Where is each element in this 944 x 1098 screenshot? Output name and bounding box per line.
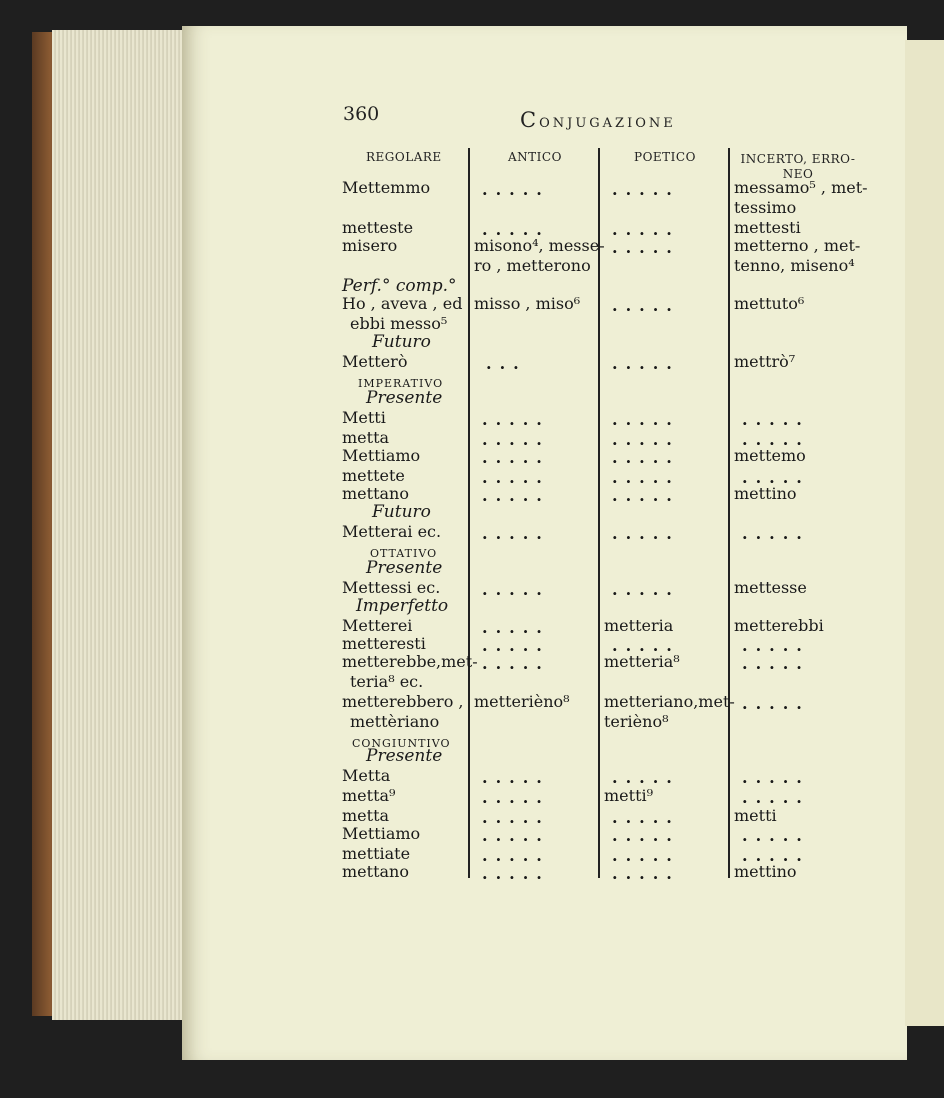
- cell-regolare-line: metta⁹: [342, 786, 396, 805]
- dots-poetico: .....: [612, 768, 680, 787]
- cell-poetico-line: terièno⁸: [604, 712, 669, 731]
- cell-regolare: [342, 806, 389, 826]
- cell-incerto-line: mettesse: [734, 578, 807, 597]
- tense-heading: [356, 596, 448, 616]
- dots-poetico: .....: [612, 580, 680, 599]
- cell-regolare: [342, 692, 464, 732]
- dots-poetico: .....: [612, 238, 680, 257]
- cell-poetico-line: metti⁹: [604, 786, 654, 805]
- dots-antico: .....: [482, 468, 550, 487]
- tense-heading-line: Imperfetto: [356, 596, 449, 616]
- cell-incerto: [734, 294, 804, 314]
- page-stack-edge: [52, 30, 184, 1020]
- cell-incerto: [734, 862, 797, 882]
- dots-antico: .....: [482, 580, 550, 599]
- cell-regolare-line: Mettiamo: [342, 824, 421, 843]
- column-header-regolare: REGOLARE: [366, 150, 442, 164]
- dots-poetico: .....: [612, 846, 680, 865]
- cell-regolare-line: Metta: [342, 766, 391, 785]
- cell-poetico-line: metteriano,met-: [604, 692, 735, 711]
- cell-regolare-line: metta: [342, 806, 390, 825]
- tense-heading-line: Presente: [366, 558, 443, 578]
- cell-regolare-line: metterebbero ,: [342, 692, 464, 711]
- cell-incerto: [734, 484, 797, 504]
- cell-regolare-line: mettano: [342, 484, 409, 503]
- cell-regolare-line: mettano: [342, 862, 409, 881]
- dots-poetico: .....: [612, 524, 680, 543]
- dots-antico: .....: [482, 826, 550, 845]
- tense-heading-line: Presente: [366, 388, 443, 408]
- cell-incerto-line: metterebbi: [734, 616, 824, 635]
- dots-poetico: .....: [612, 486, 680, 505]
- column-divider: [468, 148, 470, 878]
- cell-regolare-line: mettiate: [342, 844, 411, 863]
- cell-incerto: [734, 352, 795, 372]
- cell-regolare: [342, 652, 478, 692]
- cell-regolare-line: teria⁸ ec.: [350, 672, 424, 691]
- dots-antico: ...: [486, 354, 527, 373]
- dots-poetico: .....: [612, 220, 680, 239]
- cell-regolare: [342, 236, 397, 256]
- dots-poetico: .....: [612, 296, 680, 315]
- dots-incerto: .....: [742, 788, 810, 807]
- dots-incerto: .....: [742, 768, 810, 787]
- cell-incerto: [734, 236, 860, 276]
- dots-poetico: .....: [612, 864, 680, 883]
- tense-heading: [366, 388, 442, 408]
- cell-regolare: [342, 466, 405, 486]
- dots-incerto: .....: [742, 826, 810, 845]
- cell-regolare-line: Metterai ec.: [342, 522, 442, 541]
- tense-heading: [372, 502, 431, 522]
- dots-antico: .....: [482, 636, 550, 655]
- cell-regolare-line: metterebbe,met-: [342, 652, 478, 671]
- cell-antico-line: misso , miso⁶: [474, 294, 581, 313]
- column-header-antico: ANTICO: [508, 150, 562, 164]
- cell-antico-line: metterièno⁸: [474, 692, 570, 711]
- cell-regolare: [342, 766, 390, 786]
- cell-regolare-line: metta: [342, 428, 390, 447]
- dots-poetico: .....: [612, 180, 680, 199]
- dots-poetico: .....: [612, 448, 680, 467]
- cell-regolare-line: metteste: [342, 218, 414, 237]
- cell-incerto-line: mettino: [734, 862, 797, 881]
- facing-page-edge: [905, 40, 944, 1026]
- tense-heading: [372, 332, 431, 352]
- dots-poetico: .....: [612, 826, 680, 845]
- dots-antico: .....: [482, 808, 550, 827]
- tense-heading: [342, 276, 457, 296]
- dots-antico: .....: [482, 410, 550, 429]
- cell-incerto: [734, 578, 807, 598]
- cell-regolare-line: mettèriano: [350, 712, 440, 731]
- cell-regolare: [342, 634, 426, 654]
- section-heading-line: IMPERATIVO: [358, 377, 444, 390]
- cell-regolare: [342, 786, 395, 806]
- cell-incerto-line: mettuto⁶: [734, 294, 805, 313]
- cell-poetico-line: metteria: [604, 616, 674, 635]
- cell-poetico: [604, 786, 653, 806]
- dots-incerto: .....: [742, 524, 810, 543]
- dots-antico: .....: [482, 430, 550, 449]
- dots-antico: .....: [482, 618, 550, 637]
- tense-heading-line: Futuro: [372, 502, 431, 522]
- cell-incerto-line: tessimo: [734, 198, 797, 217]
- cell-antico-line: ro , metterono: [474, 256, 591, 275]
- cell-poetico: [604, 652, 680, 672]
- cell-incerto-line: mettesti: [734, 218, 801, 237]
- cell-antico: [474, 236, 605, 276]
- cell-regolare: [342, 352, 407, 372]
- tense-heading-line: Futuro: [372, 332, 431, 352]
- cell-incerto-line: metterno , met-: [734, 236, 861, 255]
- cell-regolare: [342, 824, 420, 844]
- cell-poetico: [604, 692, 735, 732]
- dots-antico: .....: [482, 654, 550, 673]
- page-number: 360: [343, 103, 380, 125]
- dots-poetico: .....: [612, 468, 680, 487]
- dots-antico: .....: [482, 180, 550, 199]
- section-heading-line: OTTATIVO: [370, 547, 438, 560]
- cell-regolare: [342, 616, 412, 636]
- tense-heading-line: Perf.° comp.°: [342, 276, 457, 296]
- cell-incerto-line: tenno, miseno⁴: [734, 256, 855, 275]
- cell-regolare: [342, 862, 409, 882]
- cell-regolare-line: Metterei: [342, 616, 413, 635]
- dots-incerto: .....: [742, 654, 810, 673]
- cell-incerto: [734, 806, 777, 826]
- cell-regolare: [342, 294, 462, 334]
- dots-antico: .....: [482, 768, 550, 787]
- dots-poetico: .....: [612, 430, 680, 449]
- cell-incerto: [734, 616, 824, 636]
- cell-regolare-line: ebbi messo⁵: [350, 314, 448, 333]
- cell-regolare-line: Ho , aveva , ed: [342, 294, 463, 313]
- cell-regolare: [342, 522, 441, 542]
- cell-incerto-line: mettino: [734, 484, 797, 503]
- dots-antico: .....: [482, 788, 550, 807]
- cell-regolare: [342, 446, 420, 466]
- cell-antico: [474, 294, 580, 314]
- cell-regolare-line: misero: [342, 236, 398, 255]
- dots-incerto: .....: [742, 430, 810, 449]
- running-title-rest: ONJUGAZIONE: [539, 116, 676, 131]
- tense-heading: [366, 746, 442, 766]
- dots-antico: .....: [482, 486, 550, 505]
- column-divider: [728, 148, 730, 878]
- cell-regolare-line: metteresti: [342, 634, 426, 653]
- dots-poetico: .....: [612, 354, 680, 373]
- column-header-poetico: POETICO: [634, 150, 696, 164]
- running-title-initial: C: [520, 108, 540, 132]
- cell-regolare: [342, 428, 389, 448]
- cell-regolare: [342, 178, 430, 198]
- tense-heading-line: Presente: [366, 746, 443, 766]
- cell-incerto: [734, 446, 806, 466]
- cell-incerto: [734, 178, 868, 218]
- cell-regolare: [342, 218, 413, 238]
- column-header-incerto-line2: NEO: [782, 167, 814, 181]
- cell-regolare: [342, 484, 409, 504]
- cell-poetico: [604, 616, 673, 636]
- cell-regolare: [342, 408, 386, 428]
- cell-incerto-line: mettrò⁷: [734, 352, 796, 371]
- dots-poetico: .....: [612, 808, 680, 827]
- dots-antico: .....: [482, 524, 550, 543]
- dots-antico: .....: [482, 846, 550, 865]
- section-heading-line: CONGIUNTIVO: [352, 737, 451, 750]
- cell-antico: [474, 692, 570, 712]
- cell-incerto-line: mettemo: [734, 446, 806, 465]
- cell-regolare-line: Metterò: [342, 352, 408, 371]
- dots-incerto: .....: [742, 468, 810, 487]
- cell-regolare-line: mettete: [342, 466, 405, 485]
- cell-incerto-line: messamo⁵ , met-: [734, 178, 868, 197]
- cell-poetico-line: metteria⁸: [604, 652, 680, 671]
- dots-poetico: .....: [612, 410, 680, 429]
- cell-regolare-line: Metti: [342, 408, 386, 427]
- dots-incerto: .....: [742, 410, 810, 429]
- dots-antico: .....: [482, 864, 550, 883]
- cell-regolare-line: Mettemmo: [342, 178, 431, 197]
- cell-antico-line: misono⁴, messe-: [474, 236, 605, 255]
- dots-poetico: .....: [612, 636, 680, 655]
- cell-regolare: [342, 578, 440, 598]
- dots-incerto: .....: [742, 846, 810, 865]
- tense-heading: [366, 558, 442, 578]
- dots-incerto: .....: [742, 636, 810, 655]
- dots-incerto: .....: [742, 694, 810, 713]
- running-title: [520, 108, 676, 132]
- cell-regolare-line: Mettessi ec.: [342, 578, 441, 597]
- dots-antico: .....: [482, 220, 550, 239]
- dots-antico: .....: [482, 448, 550, 467]
- cell-incerto: [734, 218, 801, 238]
- cell-regolare-line: Mettiamo: [342, 446, 421, 465]
- column-header-incerto-line1: INCERTO, ERRO-: [740, 152, 856, 166]
- cell-regolare: [342, 844, 410, 864]
- cell-incerto-line: metti: [734, 806, 777, 825]
